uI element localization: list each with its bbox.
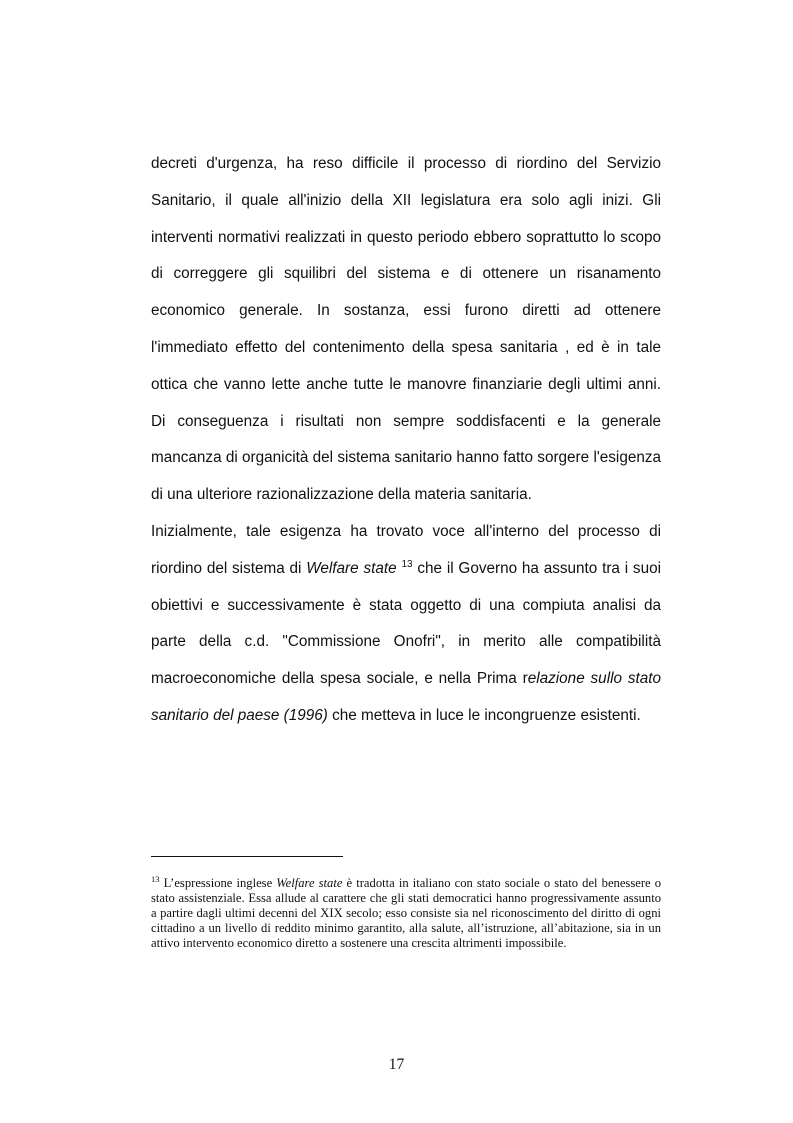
paragraph-1 (151, 146, 661, 514)
footnote (151, 873, 662, 951)
paragraph-2-part-2: che il Governo ha assunto tra i suoi obiettivi e successivamente è stata oggetto di una compiuta analisi da parte della c.d. "Commissione Onofri", in merito alle compatibilità macroeconomiche della spesa sociale, e nella Prima r (151, 559, 661, 688)
footnote-italic-term: Welfare state (276, 876, 343, 890)
footnote-reference[interactable]: 13 (401, 558, 413, 570)
welfare-state-term: Welfare state (306, 559, 397, 577)
paragraph-2-part-3: che metteva in luce le incongruenze esistenti. (327, 706, 641, 724)
report-title: elazione sullo stato sanitario del paese (1996) (151, 670, 661, 724)
paragraph-2 (151, 514, 661, 735)
footnote-text-part-1: L’espressione inglese (159, 876, 277, 890)
paragraph-2-part-1: Inizialmente, tale esigenza ha trovato voce all'interno del processo di riordino del sistema di (151, 522, 661, 577)
paragraph-1-text: decreti d'urgenza, ha reso difficile il processo di riordino del Servizio Sanitario, il quale all'inizio della XII legislatura era solo agli inizi. Gli interventi normativi realizzati in questo periodo ebbero soprattutto lo scopo di correggere gli squilibri del sistema e di ottenere un risanamento economico generale. In sostanza, essi furono diretti ad ottenere l'immediato effetto del contenimento della spesa sanitaria , ed è in tale ottica che vanno lette anche tutte le manovre finanziarie degli ultimi anni. Di conseguenza i risultati non sempre soddisfacenti e la generale mancanza di organicità del sistema sanitario hanno fatto sorgere l'esigenza di una ulteriore razionalizzazione della materia sanitaria. (151, 155, 661, 504)
body-text (151, 146, 661, 735)
footnote-text-part-2: è tradotta in italiano con stato sociale o stato del benessere o stato assistenziale. Essa allude al carattere che gli stati democratici hanno progressivamente assunto a partire dagli ultimi decenni del XIX secolo; esso consiste sia nel riconoscimento del diritto di ogni cittadino a un livello di reddito minimo garantito, alla salute, all’istruzione, all’abitazione, sia in un attivo intervento economico diretto a sostenere una crescita altrimenti impossibile. (151, 876, 662, 951)
page-number: 17 (388, 1056, 405, 1073)
footnote-number: 13 (151, 873, 160, 884)
footnote-divider (151, 856, 343, 857)
